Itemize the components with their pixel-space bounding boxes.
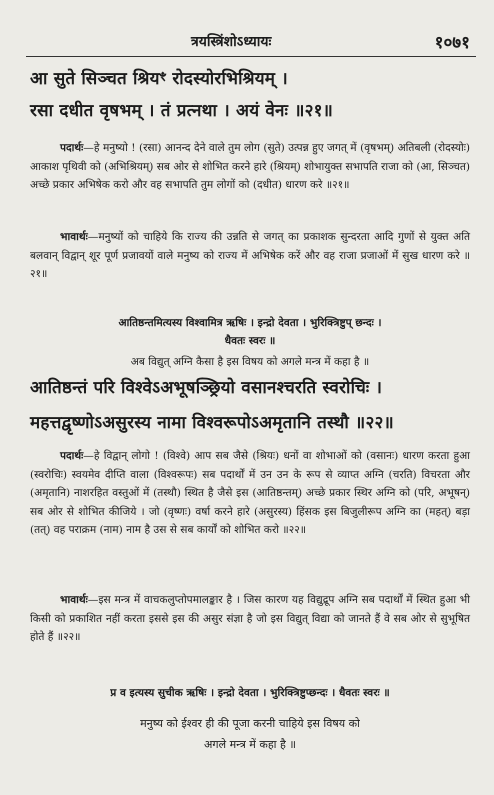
bhavarth-22-text: —इस मन्त्र में वाचकलुप्तोपमालङ्कार है । जिस कारण यह विद्युद्रूप अग्नि सब पदार्थों में स्थित हुआ भी किसी को प्रकाशित नहीं करता इससे इस की असुर संज्ञा है जो इस विद्युत् विद्या को जानते हैं वे सब ओर से सुभूषित होते हैं ॥२२॥: [30, 594, 470, 643]
footer-line-1: मनुष्य को ईश्वर ही की पूजा करनी चाहिये इस विषय को: [140, 717, 360, 730]
padarth-22-label: पदार्थः: [60, 450, 84, 462]
bhavarth-22: [30, 591, 470, 647]
page-number: १०७१: [434, 33, 470, 53]
padarth-21-text: —हे मनुष्यो ! (रसा) आनन्द देने वाले तुम लोग (सुते) उत्पन्न हुए जगत् में (वृषभम्) अतिबली (रोदस्योः) आकाश पृथिवी को (अभिश्रियम्) सब ओर से शोभित करने हारे (श्रियम्) शोभायुक्त सभापति राजा को (आ, सिञ्चत) अच्छे प्रकार अभिषेक करो और वह सभापति तुम लोगों को (दधीत) धारण करे ॥२१॥: [30, 142, 470, 191]
mantra-22-line-1: आतिष्ठन्तं परि विश्वेऽअभूषञ्छ्रियो वसानश्चरति स्वरोचिः ।: [30, 378, 383, 398]
footer-line-2: अगले मन्त्र में कहा है ॥: [204, 738, 296, 751]
padarth-21: [30, 139, 470, 195]
padarth-22: [30, 447, 470, 540]
mantra-21-line-2: रसा दधीत वृषभम् । तं प्रत्नथा । अयं वेनः ॥२१॥: [30, 101, 334, 121]
meta-22-line-1: आतिष्ठन्तमित्यस्य विश्वामित्र ऋषिः । इन्द्रो देवता । भुरिक्त्रिष्टुप् छन्दः ।: [118, 317, 382, 329]
mantra-21-line-1: आ सुते सिञ्चत श्रियꣳ रोदस्योरभिश्रियम् ।: [30, 69, 288, 89]
meta-22-line-2: धैवतः स्वरः ॥: [224, 335, 276, 347]
chapter-title: त्रयस्त्रिंशोऽध्यायः: [191, 34, 272, 50]
bhavarth-21-text: —मनुष्यों को चाहिये कि राज्य की उन्नति से जगत् का प्रकाशक सुन्दरता आदि गुणों से युक्त अति बलवान् विद्वान् शूर पूर्ण प्रजावयों वाले मनुष्य को राज्य में अभिषेक करें और वह राजा प्रजाओं में सुख धारण करे ॥२१॥: [30, 231, 470, 280]
padarth-22-text: —हे विद्वान् लोगो ! (विश्वे) आप सब जैसे (श्रियः) धनों वा शोभाओं को (वसानः) धारण करता हुआ (स्वरोचिः) स्वयमेव दीप्ति वाला (विश्वरूपः) सब पदार्थों में उन उन के रूप से व्याप्त अग्नि (चरति) विचरता और (अमृतानि) नाशरहित वस्तुओं में (तस्थौ) स्थित है जैसे इस (आतिष्ठन्तम्) अच्छे प्रकार स्थिर अग्नि को (परि, अभूषन्) सब ओर से शोभित कीजिये । जो (वृष्णः) वर्षा करने हारे (असुरस्य) हिंसक इस बिजुलीरूप अग्नि का (महत्) बड़ा (तत्) वह पराक्रम (नाम) नाम है उस से सब कार्यों को शोभित करो ॥२२॥: [30, 450, 470, 536]
meta-23: प्र व इत्यस्य सुचीक ऋषिः । इन्द्रो देवता । भुरिक्त्रिष्टुप्छन्दः । धैवतः स्वरः ॥: [110, 687, 390, 699]
bhavarth-21-label: भावार्थः: [60, 231, 88, 243]
mantra-22-line-2: महत्तद्वृष्णोऽअसुरस्य नामा विश्वरूपोऽअमृतानि तस्थौ ॥२२॥: [30, 413, 394, 433]
header-rule: [26, 56, 476, 57]
intro-22: अब विद्युत् अग्नि कैसा है इस विषय को अगले मन्त्र में कहा है ॥: [130, 356, 370, 368]
bhavarth-21: [30, 228, 470, 284]
bhavarth-22-label: भावार्थः: [60, 594, 88, 606]
page-header: [26, 30, 476, 52]
padarth-21-label: पदार्थः: [60, 142, 84, 154]
